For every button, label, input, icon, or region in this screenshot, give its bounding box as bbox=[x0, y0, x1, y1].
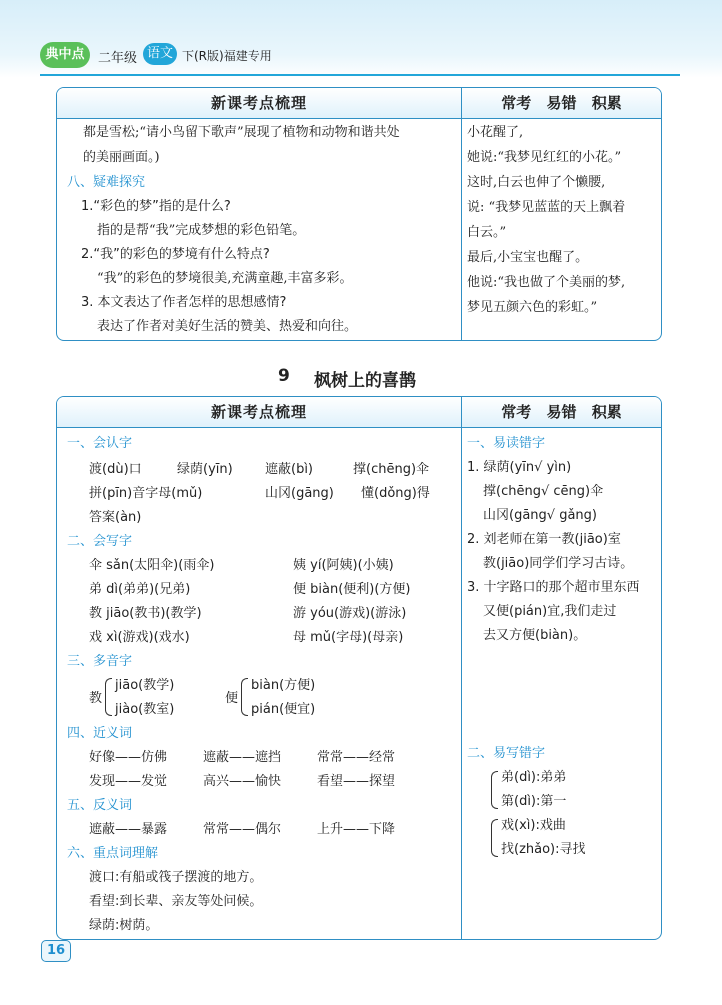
left-column-title: 新课考点梳理 bbox=[210, 403, 307, 421]
header-subject-badge: 语文 bbox=[143, 43, 177, 65]
poem-line: 她说:“我梦见红红的小花。” bbox=[467, 150, 622, 165]
write-char-item: 姨 yí(阿姨)(小姨) bbox=[293, 558, 394, 573]
poem-line: 小花醒了, bbox=[467, 125, 524, 140]
brace-mark bbox=[491, 819, 498, 857]
section-heading-misread: 一、易读错字 bbox=[467, 436, 546, 451]
question-line: 2.“我”的彩色的梦境有什么特点? bbox=[81, 247, 270, 262]
text-line: 的美丽画面。) bbox=[83, 150, 160, 165]
synonym-pair: 看望——探望 bbox=[317, 774, 396, 789]
series-logo: 典中点 bbox=[40, 42, 90, 68]
table-header bbox=[57, 397, 661, 428]
header-grade: 二年级 bbox=[98, 51, 138, 66]
synonym-pair: 发现——发觉 bbox=[89, 774, 168, 789]
write-char-item: 母 mǔ(字母)(母亲) bbox=[293, 630, 404, 645]
column-divider bbox=[461, 88, 462, 340]
header-divider bbox=[40, 74, 680, 76]
section-heading-recognize: 一、会认字 bbox=[67, 436, 133, 451]
miswrite-item: 第(dì):第一 bbox=[501, 794, 567, 809]
misread-item: 2. 刘老师在第一教(jiāo)室 bbox=[467, 532, 621, 547]
summary-table-lesson8 bbox=[56, 87, 662, 341]
brace-mark bbox=[491, 771, 498, 809]
right-column-title: 常考 易错 积累 bbox=[501, 94, 622, 112]
right-column-title: 常考 易错 积累 bbox=[501, 403, 622, 421]
lesson-title: 枫树上的喜鹊 bbox=[314, 371, 416, 391]
miswrite-item: 找(zhǎo):寻找 bbox=[501, 842, 586, 857]
word-item: 懂(dǒng)得 bbox=[361, 486, 430, 501]
section-heading-polyphone: 三、多音字 bbox=[67, 654, 133, 669]
section-heading-key-words: 六、重点词理解 bbox=[67, 846, 159, 861]
question-line: 1.“彩色的梦”指的是什么? bbox=[81, 199, 231, 214]
misread-item: 3. 十字路口的那个超市里东西 bbox=[467, 580, 640, 595]
poem-line: 他说:“我也做了个美丽的梦, bbox=[467, 275, 626, 290]
definition-line: 绿荫:树荫。 bbox=[89, 918, 159, 933]
word-item: 答案(àn) bbox=[89, 510, 142, 525]
word-item: 遮蔽(bì) bbox=[265, 462, 314, 477]
antonym-pair: 上升——下降 bbox=[317, 822, 396, 837]
text-line: 都是雪松;“请小鸟留下歌声”展现了植物和动物和谐共处 bbox=[83, 125, 400, 140]
definition-line: 渡口:有船或筏子摆渡的地方。 bbox=[89, 870, 263, 885]
miswrite-item: 戏(xì):戏曲 bbox=[501, 818, 566, 833]
page-number: 16 bbox=[41, 940, 71, 962]
word-item: 拼(pīn)音字母(mǔ) bbox=[89, 486, 203, 501]
lesson-number: 9 bbox=[278, 366, 290, 386]
poem-line: 说: “我梦见蓝蓝的天上飘着 bbox=[467, 200, 626, 215]
answer-line: 表达了作者对美好生活的赞美、热爱和向往。 bbox=[97, 319, 358, 334]
word-item: 山冈(gāng) bbox=[265, 486, 334, 501]
antonym-pair: 常常——偶尔 bbox=[203, 822, 282, 837]
write-char-item: 便 biàn(便利)(方便) bbox=[293, 582, 411, 597]
polyphone-reading: jiào(教室) bbox=[115, 702, 175, 717]
misread-item: 山冈(gāng√ gǎng) bbox=[483, 508, 597, 523]
section-heading-miswrite: 二、易写错字 bbox=[467, 746, 546, 761]
summary-table-lesson9 bbox=[56, 396, 662, 940]
antonym-pair: 遮蔽——暴露 bbox=[89, 822, 168, 837]
polyphone-reading: pián(便宜) bbox=[251, 702, 316, 717]
misread-item: 教(jiāo)同学们学习古诗。 bbox=[483, 556, 634, 571]
polyphone-char: 教 bbox=[89, 691, 103, 706]
synonym-pair: 遮蔽——遮挡 bbox=[203, 750, 282, 765]
write-char-item: 游 yóu(游戏)(游泳) bbox=[293, 606, 407, 621]
misread-item: 撑(chēng√ cēng)伞 bbox=[483, 484, 604, 499]
misread-item: 又便(pián)宜,我们走过 bbox=[483, 604, 617, 619]
write-char-item: 戏 xì(游戏)(戏水) bbox=[89, 630, 190, 645]
polyphone-char: 便 bbox=[225, 691, 239, 706]
word-item: 绿荫(yīn) bbox=[177, 462, 233, 477]
table-header bbox=[57, 88, 661, 119]
synonym-pair: 常常——经常 bbox=[317, 750, 396, 765]
definition-line: 看望:到长辈、亲友等处问候。 bbox=[89, 894, 263, 909]
question-line: 3. 本文表达了作者怎样的思想感情? bbox=[81, 295, 287, 310]
word-item: 渡(dù)口 bbox=[89, 462, 142, 477]
header-edition: 下(R版)福建专用 bbox=[182, 49, 272, 63]
write-char-item: 教 jiāo(教书)(教学) bbox=[89, 606, 202, 621]
header-band bbox=[0, 0, 722, 78]
synonym-pair: 高兴——愉快 bbox=[203, 774, 282, 789]
section-heading-synonym: 四、近义词 bbox=[67, 726, 133, 741]
brace-mark bbox=[105, 678, 112, 716]
word-item: 撑(chēng)伞 bbox=[353, 462, 430, 477]
poem-line: 这时,白云也伸了个懒腰, bbox=[467, 175, 606, 190]
brace-mark bbox=[241, 678, 248, 716]
write-char-item: 伞 sǎn(太阳伞)(雨伞) bbox=[89, 558, 215, 573]
section-heading-antonym: 五、反义词 bbox=[67, 798, 133, 813]
poem-line: 最后,小宝宝也醒了。 bbox=[467, 250, 589, 265]
miswrite-item: 弟(dì):弟弟 bbox=[501, 770, 567, 785]
polyphone-reading: jiāo(教学) bbox=[115, 678, 175, 693]
column-divider bbox=[461, 397, 462, 939]
synonym-pair: 好像——仿佛 bbox=[89, 750, 168, 765]
misread-item: 1. 绿荫(yīn√ yìn) bbox=[467, 460, 572, 475]
section-heading-write: 二、会写字 bbox=[67, 534, 133, 549]
write-char-item: 弟 dì(弟弟)(兄弟) bbox=[89, 582, 191, 597]
section-heading: 八、疑难探究 bbox=[67, 175, 146, 190]
left-column-title: 新课考点梳理 bbox=[210, 94, 307, 112]
poem-line: 白云。” bbox=[467, 225, 507, 240]
misread-item: 去又方便(biàn)。 bbox=[483, 628, 587, 643]
poem-line: 梦见五颜六色的彩虹。” bbox=[467, 300, 598, 315]
answer-line: 指的是帮“我”完成梦想的彩色铅笔。 bbox=[97, 223, 306, 238]
answer-line: “我”的彩色的梦境很美,充满童趣,丰富多彩。 bbox=[97, 271, 353, 286]
polyphone-reading: biàn(方便) bbox=[251, 678, 316, 693]
